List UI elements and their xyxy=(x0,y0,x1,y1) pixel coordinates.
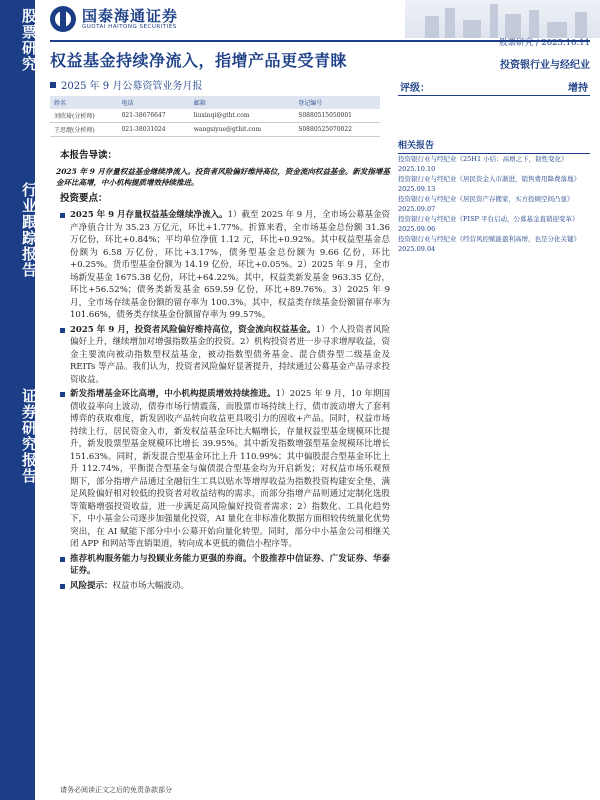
logo-en-text: GUOTAI HAITONG SECURITIES xyxy=(82,24,177,30)
point-text: 权益市场大幅波动。 xyxy=(112,580,190,591)
point-lead: 推荐机构服务能力与投顾业务能力更强的券商。个股推荐中信证券、广发证券、华泰证券。 xyxy=(70,553,390,576)
analyst-header-phone: 电话 xyxy=(118,96,190,109)
sector-label: 投资银行业与经纪业 xyxy=(500,60,590,71)
list-item xyxy=(60,209,390,322)
sidebar xyxy=(0,0,38,800)
guide-text: 2025 年 9 月存量权益基金继续净流入。投资者风险偏好维持高位，资金流向权益基金。新发指增基金环比高增，中小机构提质增效持续推进。 xyxy=(56,166,390,187)
report-body xyxy=(56,150,390,594)
disclaimer-footer: 请务必阅读正文之后的免责条款部分 xyxy=(60,786,172,794)
table-row xyxy=(50,109,380,123)
header-skyline-image xyxy=(405,0,600,38)
sidebar-label-securities-research: 证券研究报告 xyxy=(20,388,38,484)
analyst-reg-number: S0880515050001 xyxy=(294,109,380,123)
sidebar-label-stock-research: 股票研究 xyxy=(20,8,38,72)
point-lead: 2025 年 9 月存量权益基金继续净流入。 xyxy=(70,210,228,220)
list-item xyxy=(60,553,390,578)
report-meta-date: 股票研究 / 2025.10.11 xyxy=(499,38,590,48)
related-report-link[interactable]: 投资银行业与经纪业《居民资产存搬家，买方投顾空间凸显》2025.09.07 xyxy=(398,195,574,213)
point-text: 1）截至 2025 年 9 月，全市场公募基金资产净值合计为 35.23 万亿元，环比+1.77%。折算来看，全市场基金总份额 31.36 万亿份，环比+0.84%；平均单位净值 1.12 元，环比+0.92%。其中权益型基金总份额为 6.58 万亿份，环比+3.17%，债务型基金总份额为 9.66 亿份，环比+0.25%。货币型基金份额为 14.19 亿份，环比+0.05%。2）2025 年 9 月，全市场新发基金 1675.38 亿份，环比+64.22%。其中，权益类新发基金 963.35 亿份，环比+56.52%；债务类新发基金 659.59 亿份，环比+89.76%。3）2025 年 9 月，全市场存续基金份额的留存率为 100.3%。其中，权益类存续基金份额留存率为 101.66%，债务类存续基金份额留存率为 99.57%。 xyxy=(70,210,390,320)
analyst-phone: 021-38676647 xyxy=(118,109,190,123)
analyst-name: 王思靓(分析师) xyxy=(50,123,118,137)
analyst-email[interactable]: wangsiyue@gthit.com xyxy=(190,123,294,137)
analyst-table xyxy=(50,96,380,137)
related-report-link[interactable]: 投资银行业与经纪业《居民资金入市渐进，销售费用降费落地》2025.09.13 xyxy=(398,175,580,193)
list-item xyxy=(60,580,390,593)
analyst-header-email: 邮箱 xyxy=(190,96,294,109)
related-reports-list xyxy=(398,155,593,255)
list-item xyxy=(60,388,390,551)
analyst-header-name: 姓名 xyxy=(50,96,118,109)
related-report-link[interactable]: 投资银行业与经纪业《FISP 平台启动，公募基金直销迎变革》2025.09.06 xyxy=(398,215,579,233)
table-row xyxy=(50,123,380,137)
logo-icon xyxy=(50,6,76,32)
rating-value: 增持 xyxy=(568,83,588,94)
rating-label: 评级： xyxy=(400,83,430,94)
sidebar-label-report-type: 行业跟踪报告 xyxy=(20,182,38,278)
analyst-email[interactable]: liuxinqi@gtht.com xyxy=(190,109,294,123)
point-text: 1）个人投资者风险偏好上升，继续增加对增强指数基金的投资。2）机构投资者进一步寻求增厚收益，资金主要流向被动指数型权益基金，被动指数型债务基金、混合债券型二级基金及 REITs 等产品。我们认为，投资者风险偏好显著提升，持续通过公募基金产品寻求投资收益。 xyxy=(70,324,390,385)
analyst-reg-number: S0880525070022 xyxy=(294,123,380,137)
rating-box xyxy=(398,78,590,96)
list-item xyxy=(60,324,390,387)
analyst-phone: 021-38031024 xyxy=(118,123,190,137)
point-lead: 风险提示： xyxy=(70,580,113,591)
related-report-link[interactable]: 投资银行业与经纪业《经营风控赋能盈利高增，也是分化关键》2025.09.04 xyxy=(398,235,580,253)
point-lead: 2025 年 9 月，投资者风险偏好维持高位，资金流向权益基金。 xyxy=(70,324,316,335)
key-points-list xyxy=(60,209,390,592)
square-bullet-icon xyxy=(50,82,56,88)
report-title: 权益基金持续净流入，指增产品更受青睐 xyxy=(50,51,348,70)
point-text: 1）2025 年 9 月，10 年期国债收益率向上波动，债券市场行情震荡，而股票市场持续上行，债市波动增大了套利博弈的获取难度，新发固收产品转向收益更具吸引力的固收+产品。同时，权益市场持续上行，居民资金入市，新发权益基金环比大幅增长，存量权益型基金规模环比提升，新发股票型基金规模环比增长 39.95%。其中新发指数增强型基金规模环比增长 151.63%。同时，新发混合型基金环比上升 110.99%；其中偏股混合型基金环比上升 112.74%，平衡混合型基金与偏债混合型基金均为开启新发；对权益市场乐观预期下，部分指增产品通过全融衍生工具以贴水等增厚收益为指数投资构建安全垫，满足风险偏好相对较低的投资者对收益结构的需求，而部分指增产品则通过定制化选股等策略增强投资收益，进一步满足高风险偏好投资者需求；2）指数化、工具化趋势下，中小基金公司逐步加强量化投资，AI 量化在非标准化数据方面相较传统量化优势突出，在 AI 赋能下部分中小公募开始向量化转型。同时，部分中小基金公司相继关闭 APP 和网站等直销渠道，转向成本更低的微信小程序等。 xyxy=(70,389,390,549)
key-points-heading: 投资要点： xyxy=(60,192,108,204)
point-lead: 新发指增基金环比高增，中小机构提质增效持续推进。 xyxy=(70,389,276,399)
analyst-name: 刘欣琦(分析师) xyxy=(50,109,118,123)
related-reports-heading: 相关报告 xyxy=(398,138,590,154)
report-subtitle xyxy=(50,77,202,92)
guide-heading: 本报告导读： xyxy=(60,150,118,161)
report-subtitle-text: 2025 年 9 月公募资管业务月报 xyxy=(61,81,203,92)
related-report-link[interactable]: 投资银行业与经纪业《25H1 小结：高增之下，韧性变化》2025.10.10 xyxy=(398,155,568,173)
logo-cn-text: 国泰海通证券 xyxy=(82,7,179,25)
analyst-header-reg: 登记编号 xyxy=(294,96,380,109)
company-logo xyxy=(50,6,230,32)
